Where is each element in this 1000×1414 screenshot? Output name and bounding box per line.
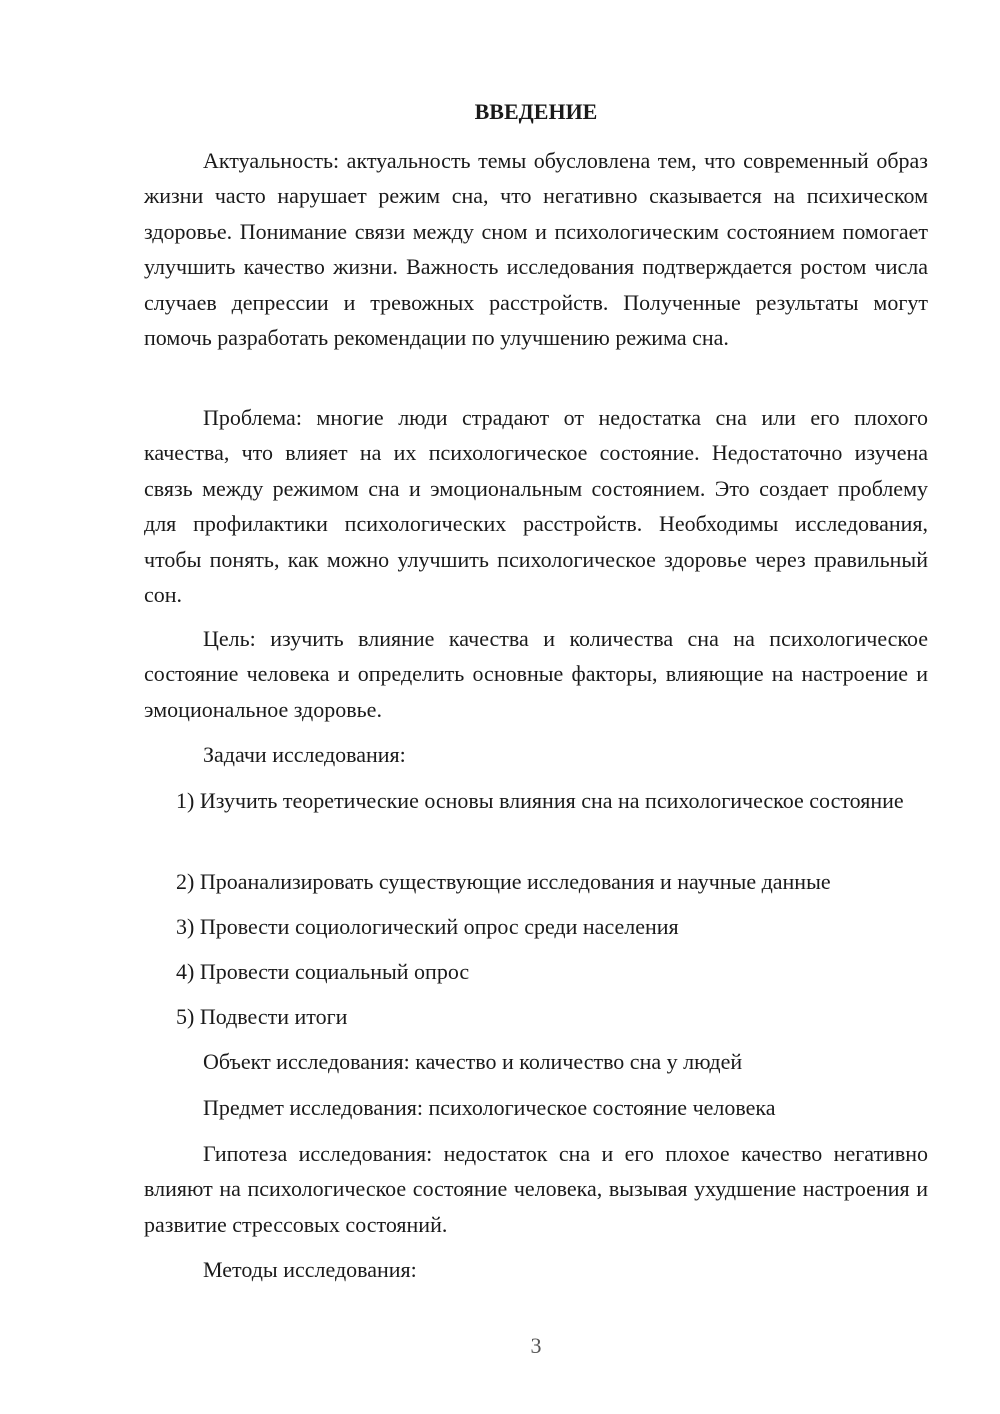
problem-paragraph: Проблема: многие люди страдают от недостатка сна или его плохого качества, что влияет на их психологическое состояние. Недостаточно изучена связь между режимом сна и эмоциональным состоянием. Это создает проблему для профилактики психологических расстройств. Необходимы исследования, чтобы понять, как можно улучшить психологическое здоровье через правильный сон. <box>144 405 928 608</box>
task-item-2: 2) Проанализировать существующие исследования и научные данные <box>176 869 831 894</box>
task-item-4: 4) Провести социальный опрос <box>176 959 470 984</box>
subject-paragraph: Предмет исследования: психологическое состояние человека <box>203 1095 776 1120</box>
task-item-3: 3) Провести социологический опрос среди населения <box>176 914 679 939</box>
task-item-1: 1) Изучить теоретические основы влияния сна на психологическое состояние <box>176 788 904 813</box>
task-item-5: 5) Подвести итоги <box>176 1004 348 1029</box>
methods-heading: Методы исследования: <box>203 1257 417 1282</box>
page-title: ВВЕДЕНИЕ <box>474 99 598 124</box>
hypothesis-paragraph: Гипотеза исследования: недостаток сна и его плохое качество негативно влияют на психологическое состояние человека, вызывая ухудшение настроения и развитие стрессовых состояний. <box>144 1141 928 1237</box>
relevance-paragraph: Актуальность: актуальность темы обусловлена тем, что современный образ жизни часто нарушает режим сна, что негативно сказывается на психическом здоровье. Понимание связи между сном и психологическим состоянием помогает улучшить качество жизни. Важность исследования подтверждается ростом числа случаев депрессии и тревожных расстройств. Полученные результаты могут помочь разработать рекомендации по улучшению режима сна. <box>144 148 928 351</box>
object-paragraph: Объект исследования: качество и количество сна у людей <box>203 1049 743 1074</box>
tasks-heading: Задачи исследования: <box>203 742 406 767</box>
page-number: 3 <box>530 1333 542 1358</box>
goal-paragraph: Цель: изучить влияние качества и количества сна на психологическое состояние человека и определить основные факторы, влияющие на настроение и эмоциональное здоровье. <box>144 626 928 722</box>
